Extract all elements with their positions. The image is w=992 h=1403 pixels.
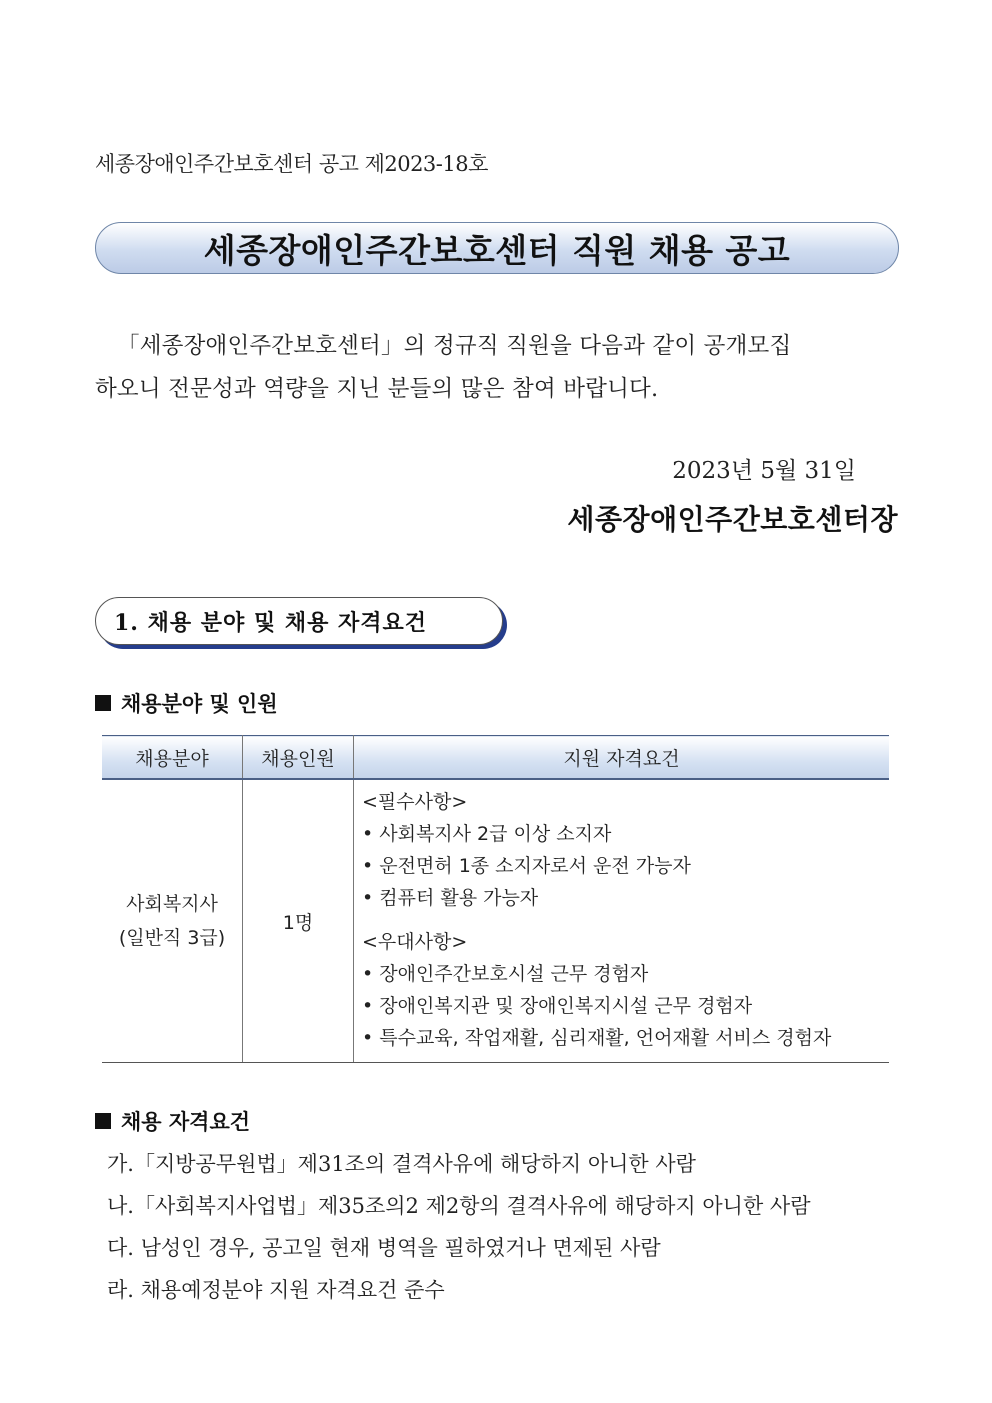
intro-line-2: 하오니 전문성과 역량을 지닌 분들의 많은 참여 바랍니다. <box>95 376 659 402</box>
preferred-item: • 장애인주간보호시설 근무 경험자 <box>362 963 649 985</box>
intro-paragraph <box>95 325 900 411</box>
table-header-row <box>102 736 889 780</box>
required-label: <필수사항> <box>362 791 468 813</box>
intro-line-1: 「세종장애인주간보호센터」의 정규직 직원을 다음과 같이 공개모집 <box>117 333 792 359</box>
subheading-field <box>95 688 278 718</box>
field-name: 사회복지사 <box>126 893 218 915</box>
title-banner <box>95 222 899 274</box>
cell-requirements <box>354 779 890 1063</box>
list-item: 나.「사회복지사업법」제35조의2 제2항의 결격사유에 해당하지 아니한 사람 <box>107 1194 811 1218</box>
required-item: • 컴퓨터 활용 가능자 <box>362 887 539 909</box>
table-row <box>102 779 889 1063</box>
required-item: • 운전면허 1종 소지자로서 운전 가능자 <box>362 855 691 877</box>
section-1-title: 1. 채용 분야 및 채용 자격요건 <box>114 609 428 636</box>
preferred-item: • 특수교육, 작업재활, 심리재활, 언어재활 서비스 경험자 <box>362 1027 832 1049</box>
cell-field <box>102 779 243 1063</box>
recruitment-table <box>102 735 889 1063</box>
list-item: 다. 남성인 경우, 공고일 현재 병역을 필하였거나 면제된 사람 <box>107 1236 661 1260</box>
required-item: • 사회복지사 2급 이상 소지자 <box>362 823 612 845</box>
square-bullet-icon <box>95 695 111 711</box>
header-requirements: 지원 자격요건 <box>354 736 890 780</box>
list-item: 라. 채용예정분야 지원 자격요건 준수 <box>107 1278 445 1302</box>
header-count: 채용인원 <box>243 736 354 780</box>
preferred-label: <우대사항> <box>362 931 468 953</box>
notice-number: 세종장애인주간보호센터 공고 제2023-18호 <box>95 152 488 176</box>
subheading-field-text: 채용분야 및 인원 <box>121 691 278 716</box>
group-spacer <box>362 914 889 926</box>
signer-name: 세종장애인주간보호센터장 <box>567 503 898 536</box>
issue-date: 2023년 5월 31일 <box>672 458 856 484</box>
cell-count: 1명 <box>243 779 354 1063</box>
square-bullet-icon <box>95 1113 111 1129</box>
field-grade: (일반직 3급) <box>118 927 226 949</box>
header-field: 채용분야 <box>102 736 243 780</box>
section-1-heading <box>95 597 503 645</box>
page-title: 세종장애인주간보호센터 직원 채용 공고 <box>203 230 791 270</box>
subheading-qualifications-text: 채용 자격요건 <box>121 1109 251 1134</box>
qualifications-list <box>107 1143 811 1311</box>
preferred-item: • 장애인복지관 및 장애인복지시설 근무 경험자 <box>362 995 753 1017</box>
subheading-qualifications <box>95 1106 250 1136</box>
list-item: 가.「지방공무원법」제31조의 결격사유에 해당하지 아니한 사람 <box>107 1152 696 1176</box>
